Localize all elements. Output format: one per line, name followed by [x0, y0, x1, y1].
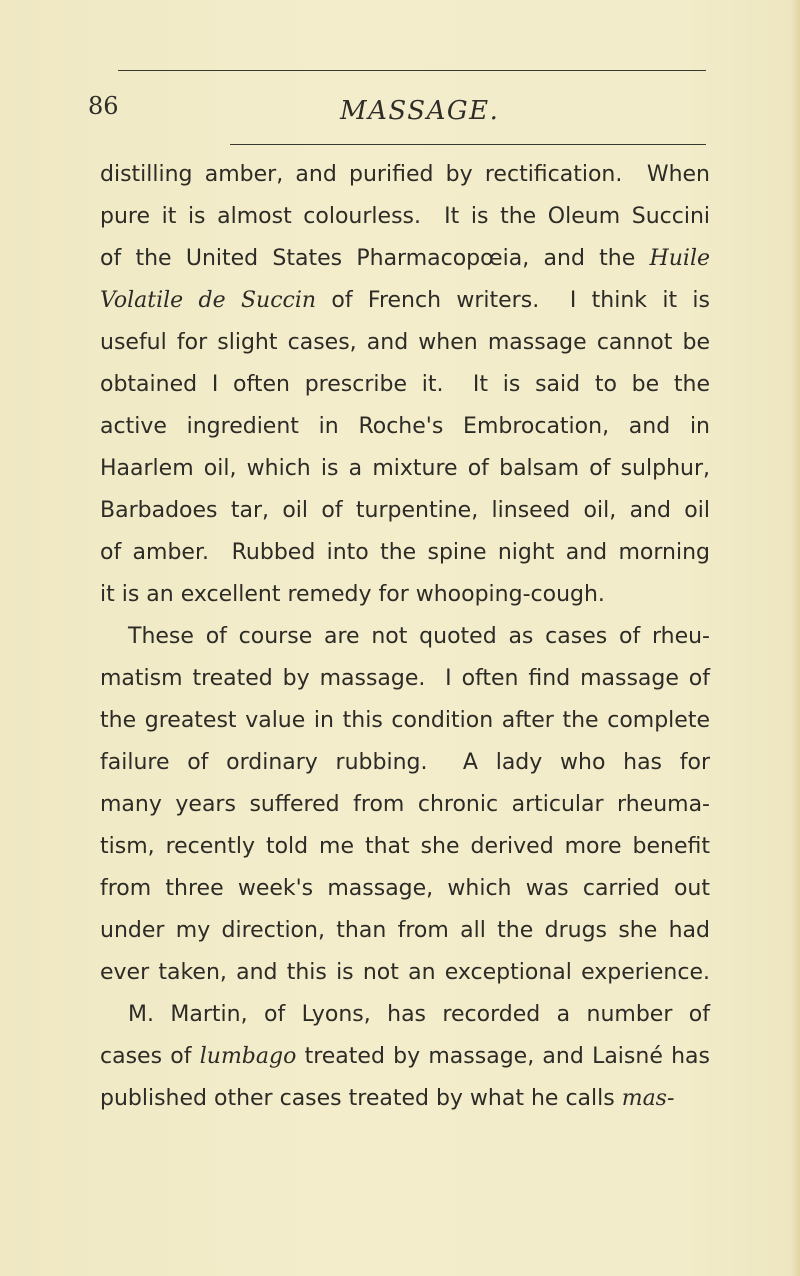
text-line	[100, 364, 710, 406]
text-segment: many years suffered from chronic articular rheuma-	[100, 792, 710, 817]
text-segment: the greatest value in this condition after the complete	[100, 708, 710, 733]
italic-text: Volatile de Succin	[100, 288, 317, 313]
text-segment: of amber. Rubbed into the spine night and morning	[100, 540, 710, 565]
text-segment: cases of	[100, 1044, 200, 1069]
page-number: 86	[88, 92, 119, 120]
text-segment: M. Martin, of Lyons, has recorded a number of	[128, 1002, 710, 1027]
text-line	[100, 154, 710, 196]
text-segment: treated by massage, and Laisné has	[296, 1044, 710, 1069]
text-segment: active ingredient in Roche's Embrocation, and in	[100, 414, 710, 439]
text-segment: under my direction, than from all the drugs she had	[100, 918, 710, 943]
text-line	[100, 910, 710, 952]
text-segment: Haarlem oil, which is a mixture of balsam of sulphur,	[100, 456, 710, 481]
header-rule-top	[118, 70, 706, 71]
text-segment: These of course are not quoted as cases of rheu-	[128, 624, 710, 649]
header-rule-bottom	[230, 144, 706, 145]
text-segment: Barbadoes tar, oil of turpentine, linseed oil, and oil	[100, 498, 710, 523]
text-line	[100, 1078, 710, 1120]
text-line	[100, 196, 710, 238]
text-segment: failure of ordinary rubbing. A lady who has for	[100, 750, 710, 775]
italic-text: lumbago	[199, 1044, 297, 1069]
text-segment: it is an excellent remedy for whooping-cough.	[100, 582, 605, 607]
text-line	[100, 994, 710, 1036]
text-line	[100, 868, 710, 910]
text-line	[100, 784, 710, 826]
text-line	[100, 616, 710, 658]
text-segment: pure it is almost colourless. It is the Oleum Succini	[100, 204, 710, 229]
text-line	[100, 490, 710, 532]
text-line	[100, 700, 710, 742]
text-line	[100, 280, 710, 322]
text-line	[100, 742, 710, 784]
italic-text: mas-	[621, 1086, 675, 1111]
running-head: MASSAGE.	[340, 96, 500, 126]
text-line	[100, 952, 710, 994]
text-segment: of the United States Pharmacopœia, and the	[100, 246, 650, 271]
body-text	[100, 154, 710, 1120]
text-segment: from three week's massage, which was carried out	[100, 876, 710, 901]
text-segment: matism treated by massage. I often find massage of	[100, 666, 710, 691]
text-line	[100, 532, 710, 574]
text-segment: tism, recently told me that she derived more benefit	[100, 834, 710, 859]
text-segment: obtained I often prescribe it. It is said to be the	[100, 372, 710, 397]
text-segment: published other cases treated by what he calls	[100, 1086, 622, 1111]
italic-text: Huile	[649, 246, 710, 271]
text-line	[100, 574, 710, 616]
text-line	[100, 826, 710, 868]
text-segment: useful for slight cases, and when massage cannot be	[100, 330, 710, 355]
text-line	[100, 658, 710, 700]
text-line	[100, 406, 710, 448]
text-segment: ever taken, and this is not an exceptional experience.	[100, 960, 710, 985]
text-line	[100, 1036, 710, 1078]
page-edge	[791, 0, 800, 1276]
text-line	[100, 322, 710, 364]
text-line	[100, 448, 710, 490]
text-segment: of French writers. I think it is	[316, 288, 710, 313]
text-line	[100, 238, 710, 280]
text-segment: distilling amber, and purified by rectification. When	[100, 162, 710, 187]
